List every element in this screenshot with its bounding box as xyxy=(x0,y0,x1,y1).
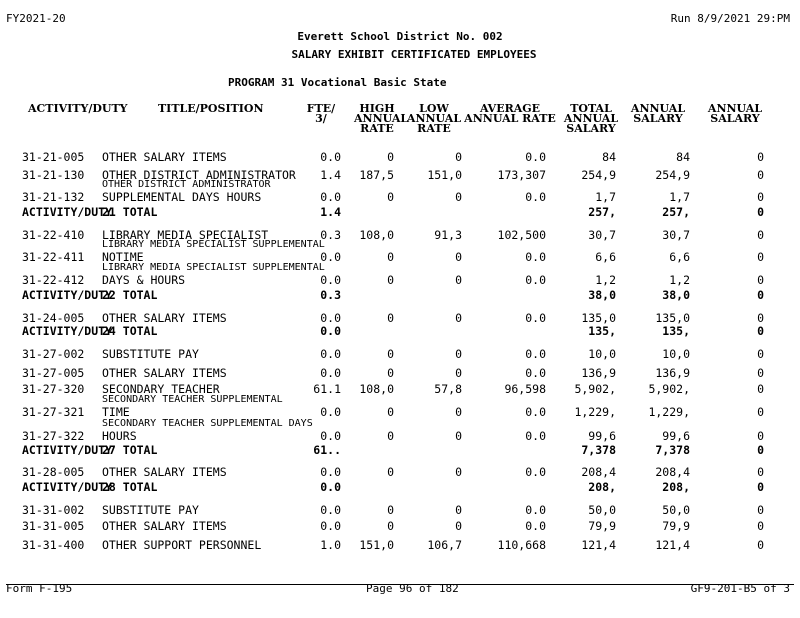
row-title: 27 TOTAL xyxy=(102,443,158,457)
row-total-salary: 1,229, xyxy=(574,405,616,419)
row-annual-salary: 5,902, xyxy=(648,382,690,396)
row-fte: 0.0 xyxy=(320,429,341,443)
row-total-salary: 136,9 xyxy=(581,366,616,380)
row-annual-salary: 121,4 xyxy=(655,538,690,552)
row-last-salary: 0 xyxy=(757,150,764,164)
program-line: PROGRAM 31 Vocational Basic State xyxy=(228,76,447,89)
row-high-rate: 0 xyxy=(387,429,394,443)
row-total-salary: 254,9 xyxy=(581,168,616,182)
row-fte: 61.. xyxy=(313,443,341,457)
row-fte: 0.0 xyxy=(320,347,341,361)
row-total-salary: 135, xyxy=(588,324,616,338)
row-code: 31-27-002 xyxy=(22,347,85,361)
row-low-rate: 106,7 xyxy=(427,538,462,552)
col-low-rate: LOW ANNUAL RATE xyxy=(406,102,462,135)
row-title: OTHER SALARY ITEMS xyxy=(102,150,227,164)
row-title: OTHER DISTRICT ADMINISTRATOR xyxy=(102,168,296,182)
row-total-salary: 5,902, xyxy=(574,382,616,396)
row-last-salary: 0 xyxy=(757,405,764,419)
row-code: 31-27-005 xyxy=(22,366,85,380)
row-average-rate: 110,668 xyxy=(497,538,546,552)
row-annual-salary: 38,0 xyxy=(662,288,690,302)
row-title: 28 TOTAL xyxy=(102,480,158,494)
row-title-continued: LIBRARY MEDIA SPECIALIST SUPPLEMENTAL xyxy=(102,262,325,273)
row-low-rate: 151,0 xyxy=(427,168,462,182)
row-last-salary: 0 xyxy=(757,168,764,182)
row-low-rate: 0 xyxy=(455,347,462,361)
row-code: 31-31-002 xyxy=(22,503,85,517)
footer-form: Form F-195 xyxy=(6,582,73,595)
col-fte: FTE/ 3/ xyxy=(306,102,336,125)
row-code: 31-22-411 xyxy=(22,250,85,264)
row-fte: 0.0 xyxy=(320,465,341,479)
row-last-salary: 0 xyxy=(757,273,764,287)
row-average-rate: 0.0 xyxy=(525,311,546,325)
row-last-salary: 0 xyxy=(757,443,764,457)
row-last-salary: 0 xyxy=(757,324,764,338)
row-code: 31-21-130 xyxy=(22,168,85,182)
row-annual-salary: 50,0 xyxy=(662,503,690,517)
row-title: LIBRARY MEDIA SPECIALIST xyxy=(102,228,269,242)
row-title: OTHER SALARY ITEMS xyxy=(102,465,227,479)
row-total-salary: 1,7 xyxy=(595,190,616,204)
row-total-salary: 121,4 xyxy=(581,538,616,552)
col-average-rate: AVERAGE ANNUAL RATE xyxy=(464,102,556,125)
row-low-rate: 91,3 xyxy=(434,228,462,242)
run-stamp: Run 8/9/2021 29:PM xyxy=(670,12,790,25)
row-code: 31-31-005 xyxy=(22,519,85,533)
row-fte: 1.4 xyxy=(320,205,341,219)
row-annual-salary: 1,229, xyxy=(648,405,690,419)
row-annual-salary: 6,6 xyxy=(669,250,690,264)
row-code: 31-22-412 xyxy=(22,273,85,287)
row-last-salary: 0 xyxy=(757,382,764,396)
row-total-salary: 208, xyxy=(588,480,616,494)
row-title-continued: LIBRARY MEDIA SPECIALIST SUPPLEMENTAL xyxy=(102,239,325,250)
col-total-salary: TOTAL ANNUAL SALARY xyxy=(563,102,619,135)
row-high-rate: 108,0 xyxy=(359,228,394,242)
row-title: NOTIME xyxy=(102,250,144,264)
row-last-salary: 0 xyxy=(757,503,764,517)
row-title: TIME xyxy=(102,405,130,419)
row-code: 31-27-321 xyxy=(22,405,85,419)
row-average-rate: 0.0 xyxy=(525,366,546,380)
row-last-salary: 0 xyxy=(757,205,764,219)
row-high-rate: 151,0 xyxy=(359,538,394,552)
col-annual-salary-1: ANNUAL SALARY xyxy=(630,102,686,125)
row-low-rate: 57,8 xyxy=(434,382,462,396)
row-low-rate: 0 xyxy=(455,150,462,164)
row-high-rate: 0 xyxy=(387,503,394,517)
row-code: 31-22-410 xyxy=(22,228,85,242)
row-high-rate: 0 xyxy=(387,273,394,287)
row-high-rate: 0 xyxy=(387,465,394,479)
row-annual-salary: 30,7 xyxy=(662,228,690,242)
row-last-salary: 0 xyxy=(757,288,764,302)
row-average-rate: 0.0 xyxy=(525,465,546,479)
row-total-salary: 1,2 xyxy=(595,273,616,287)
row-code: ACTIVITY/DUTY xyxy=(22,205,113,219)
row-total-salary: 7,378 xyxy=(581,443,616,457)
row-average-rate: 0.0 xyxy=(525,150,546,164)
row-annual-salary: 135, xyxy=(662,324,690,338)
row-high-rate: 0 xyxy=(387,366,394,380)
row-average-rate: 0.0 xyxy=(525,190,546,204)
row-code: 31-31-400 xyxy=(22,538,85,552)
row-title: OTHER SALARY ITEMS xyxy=(102,519,227,533)
row-last-salary: 0 xyxy=(757,366,764,380)
row-last-salary: 0 xyxy=(757,190,764,204)
row-average-rate: 0.0 xyxy=(525,273,546,287)
row-code: 31-27-320 xyxy=(22,382,85,396)
row-total-salary: 6,6 xyxy=(595,250,616,264)
row-fte: 0.0 xyxy=(320,150,341,164)
col-annual-salary-2: ANNUAL SALARY xyxy=(707,102,763,125)
row-total-salary: 10,0 xyxy=(588,347,616,361)
row-annual-salary: 208,4 xyxy=(655,465,690,479)
district-line: Everett School District No. 002 xyxy=(297,30,503,43)
row-low-rate: 0 xyxy=(455,273,462,287)
row-title: 21 TOTAL xyxy=(102,205,158,219)
row-annual-salary: 257, xyxy=(662,205,690,219)
row-title: DAYS & HOURS xyxy=(102,273,186,287)
row-total-salary: 208,4 xyxy=(581,465,616,479)
row-average-rate: 0.0 xyxy=(525,405,546,419)
row-last-salary: 0 xyxy=(757,480,764,494)
row-low-rate: 0 xyxy=(455,405,462,419)
row-code: ACTIVITY/DUTY xyxy=(22,480,113,494)
row-annual-salary: 10,0 xyxy=(662,347,690,361)
row-last-salary: 0 xyxy=(757,250,764,264)
row-fte: 0.0 xyxy=(320,405,341,419)
row-total-salary: 50,0 xyxy=(588,503,616,517)
row-high-rate: 0 xyxy=(387,519,394,533)
row-annual-salary: 254,9 xyxy=(655,168,690,182)
row-title: OTHER SALARY ITEMS xyxy=(102,311,227,325)
row-fte: 1.4 xyxy=(320,168,341,182)
row-average-rate: 0.0 xyxy=(525,519,546,533)
row-code: ACTIVITY/DUTY xyxy=(22,324,113,338)
row-code: 31-28-005 xyxy=(22,465,85,479)
row-title: SUBSTITUTE PAY xyxy=(102,503,199,517)
row-high-rate: 0 xyxy=(387,150,394,164)
row-fte: 0.3 xyxy=(320,288,341,302)
row-fte: 0.0 xyxy=(320,190,341,204)
row-last-salary: 0 xyxy=(757,519,764,533)
row-last-salary: 0 xyxy=(757,311,764,325)
row-low-rate: 0 xyxy=(455,366,462,380)
row-code: 31-21-005 xyxy=(22,150,85,164)
row-average-rate: 173,307 xyxy=(497,168,546,182)
row-high-rate: 0 xyxy=(387,250,394,264)
row-fte: 0.0 xyxy=(320,519,341,533)
row-last-salary: 0 xyxy=(757,429,764,443)
row-fte: 0.0 xyxy=(320,324,341,338)
row-fte: 61.1 xyxy=(313,382,341,396)
row-title: HOURS xyxy=(102,429,137,443)
fiscal-year: FY2021-20 xyxy=(6,12,66,25)
row-low-rate: 0 xyxy=(455,250,462,264)
row-title: OTHER SALARY ITEMS xyxy=(102,366,227,380)
row-average-rate: 0.0 xyxy=(525,347,546,361)
row-high-rate: 108,0 xyxy=(359,382,394,396)
row-code: 31-27-322 xyxy=(22,429,85,443)
row-high-rate: 0 xyxy=(387,190,394,204)
report-subtitle: SALARY EXHIBIT CERTIFICATED EMPLOYEES xyxy=(291,48,537,61)
row-fte: 0.0 xyxy=(320,480,341,494)
row-low-rate: 0 xyxy=(455,311,462,325)
row-total-salary: 99,6 xyxy=(588,429,616,443)
row-code: ACTIVITY/DUTY xyxy=(22,443,113,457)
row-low-rate: 0 xyxy=(455,429,462,443)
row-fte: 0.0 xyxy=(320,250,341,264)
row-low-rate: 0 xyxy=(455,519,462,533)
row-last-salary: 0 xyxy=(757,538,764,552)
row-fte: 1.0 xyxy=(320,538,341,552)
col-activity: ACTIVITY/DUTY xyxy=(28,102,128,115)
row-low-rate: 0 xyxy=(455,465,462,479)
row-title-continued: SECONDARY TEACHER SUPPLEMENTAL DAYS xyxy=(102,418,313,429)
row-fte: 0.0 xyxy=(320,503,341,517)
row-annual-salary: 79,9 xyxy=(662,519,690,533)
footer-page: Page 96 of 182 xyxy=(366,582,459,595)
row-total-salary: 84 xyxy=(602,150,616,164)
row-annual-salary: 135,0 xyxy=(655,311,690,325)
row-average-rate: 0.0 xyxy=(525,503,546,517)
row-low-rate: 0 xyxy=(455,503,462,517)
col-high-rate: HIGH ANNUAL RATE xyxy=(354,102,409,135)
row-title: OTHER SUPPORT PERSONNEL xyxy=(102,538,262,552)
row-high-rate: 0 xyxy=(387,347,394,361)
row-last-salary: 0 xyxy=(757,347,764,361)
row-fte: 0.3 xyxy=(320,228,341,242)
row-title: 24 TOTAL xyxy=(102,324,158,338)
row-total-salary: 79,9 xyxy=(588,519,616,533)
footer-code: GF9-201-B5 of 3 xyxy=(690,582,790,595)
row-fte: 0.0 xyxy=(320,366,341,380)
row-title-continued: OTHER DISTRICT ADMINISTRATOR xyxy=(102,179,271,190)
row-annual-salary: 1,2 xyxy=(669,273,690,287)
row-total-salary: 257, xyxy=(588,205,616,219)
row-last-salary: 0 xyxy=(757,465,764,479)
row-annual-salary: 84 xyxy=(676,150,690,164)
row-annual-salary: 1,7 xyxy=(669,190,690,204)
row-code: 31-24-005 xyxy=(22,311,85,325)
row-fte: 0.0 xyxy=(320,311,341,325)
row-title: SECONDARY TEACHER xyxy=(102,382,220,396)
row-annual-salary: 208, xyxy=(662,480,690,494)
row-average-rate: 0.0 xyxy=(525,429,546,443)
row-annual-salary: 7,378 xyxy=(655,443,690,457)
row-total-salary: 38,0 xyxy=(588,288,616,302)
row-average-rate: 102,500 xyxy=(497,228,546,242)
row-average-rate: 0.0 xyxy=(525,250,546,264)
row-high-rate: 0 xyxy=(387,405,394,419)
row-total-salary: 135,0 xyxy=(581,311,616,325)
row-annual-salary: 136,9 xyxy=(655,366,690,380)
row-average-rate: 96,598 xyxy=(504,382,546,396)
row-total-salary: 30,7 xyxy=(588,228,616,242)
row-last-salary: 0 xyxy=(757,228,764,242)
row-title-continued: SECONDARY TEACHER SUPPLEMENTAL xyxy=(102,394,283,405)
row-annual-salary: 99,6 xyxy=(662,429,690,443)
row-low-rate: 0 xyxy=(455,190,462,204)
row-code: 31-21-132 xyxy=(22,190,85,204)
row-fte: 0.0 xyxy=(320,273,341,287)
row-code: ACTIVITY/DUTY xyxy=(22,288,113,302)
row-title: SUPPLEMENTAL DAYS HOURS xyxy=(102,190,262,204)
row-title: 22 TOTAL xyxy=(102,288,158,302)
row-high-rate: 187,5 xyxy=(359,168,394,182)
row-title: SUBSTITUTE PAY xyxy=(102,347,199,361)
col-title: TITLE/POSITION xyxy=(158,102,264,115)
row-high-rate: 0 xyxy=(387,311,394,325)
